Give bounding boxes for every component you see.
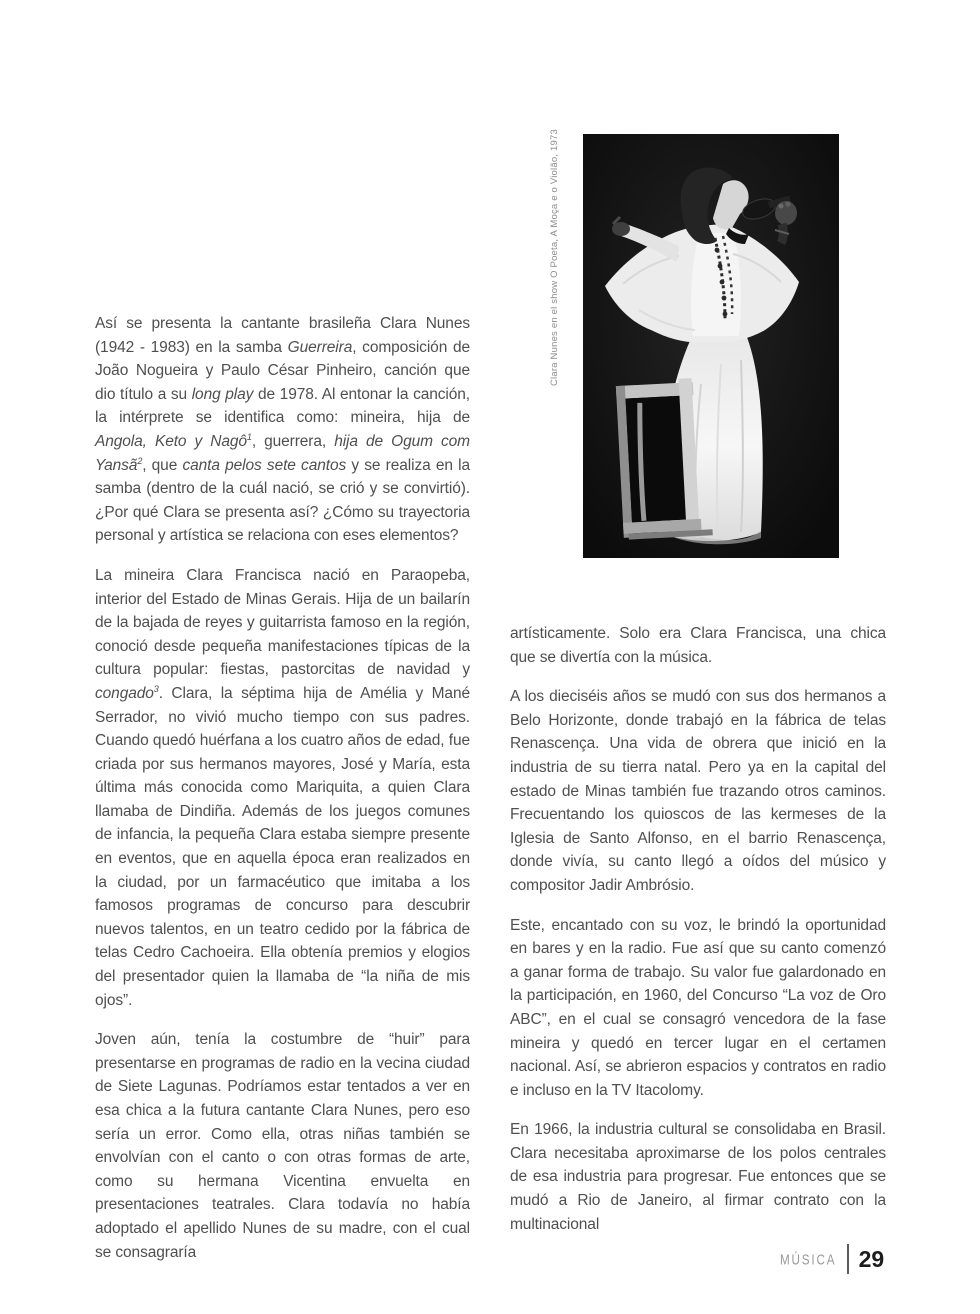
paragraph-childhood: La mineira Clara Francisca nació en Paraopeba, interior del Estado de Minas Gerais. Hija de un bailarín de la bajada de reyes y guitarrista famoso en la región, conoció desde pequeña manifestaciones típicas de la cultura popular: fiestas, pastorcitas de navidad y congado$^3$. Clara, la séptima hija de Amélia y Mané Serrador, no vivió mucho tiempo con sus padres. Cuando quedó huérfana a los cuatro años de edad, fue criada por sus hermanos mayores, José y María, esta última más conocida como Mariquita, a quien Clara llamaba de Dindiña. Además de los juegos comunes de infancia, la pequeña Clara estaba siempre presente en eventos, que en aquella época eran realizados en la ciudad, por un farmacéutico que imitaba a los famosos programas de concurso para descubrir nuevos talentos, en un teatro cedido por la fábrica de telas Cedro Cachoeira. Ella obtenía premios y elogios del presentador quien la llamaba de “la niña de mis ojos”.	[95, 566, 470, 1009]
footnote-marker-1: 1	[246, 431, 252, 442]
footer-page-number: 29	[858, 1245, 885, 1272]
footnote-marker-3: 3	[153, 683, 159, 694]
paragraph-intro: Así se presenta la cantante brasileña Clara Nunes (1942 - 1983) en la samba Guerreira, composición de João Nogueira y Paulo César Pinheiro, canción que dio título a su long play de 1978. Al entonar la canción, la intérprete se identifica como: mineira, hija de Angola, Keto y Nagô$^1$, guerrera, hija de Ogum com Yansã$^2$, que canta pelos sete cantos y se realiza en la samba (dentro de la cuál nació, se crió y se convirtió). ¿Por qué Clara se presenta así? ¿Cómo su trayectoria personal y artística se relaciona con eses elementos?	[95, 315, 470, 545]
right-column	[510, 622, 886, 1236]
footer	[780, 1240, 884, 1278]
paragraph-youth: Joven aún, tenía la costumbre de “huir” para presentarse en programas de radio en la vecina ciudad de Siete Lagunas. Podríamos estar tentados a ver en esa chica a la futura cantante Clara Nunes, pero eso sería un error. Como ella, otras niñas también se envolvían con el canto o con otras formas de arte, como su hermana Vicentina envuelta en presentaciones teatrales. Clara todavía no había adoptado el apellido Nunes de su madre, con el cual se consagraría	[95, 1031, 470, 1261]
footer-section-label: MÚSICA	[780, 1250, 837, 1268]
left-column	[95, 312, 470, 1264]
footnote-marker-2: 2	[137, 455, 143, 466]
footer-divider	[847, 1244, 849, 1274]
paragraph-continuation: artísticamente. Solo era Clara Francisca, una chica que se divertía con la música.	[510, 625, 886, 666]
photo-caption: Clara Nunes en el show O Poeta, A Moça e o Violão, 1973	[549, 129, 560, 386]
paragraph-belo-horizonte: A los dieciséis años se mudó con sus dos hermanos a Belo Horizonte, donde trabajó en la fábrica de telas Renascença. Una vida de obrera que inició en la industria de su tierra natal. Pero ya en la capital del estado de Minas también fue trazando otros caminos. Frecuentando los quioscos de las kermeses de la Iglesia de Santo Alfonso, en el barrio Renascença, donde vivía, su canto llegó a oídos del músico y compositor Jadir Ambrósio.	[510, 688, 886, 894]
paragraph-1966: En 1966, la industria cultural se consolidaba en Brasil. Clara necesitaba aproximarse de los polos centrales de esa industria para progresar. Fue entonces que se mudó a Rio de Janeiro, al firmar contrato con la multinacional	[510, 1121, 886, 1233]
clara-nunes-photo	[583, 134, 839, 558]
paragraph-radio-contest: Este, encantado con su voz, le brindó la oportunidad en bares y en la radio. Fue así que su canto comenzó a ganar forma de trabajo. Su valor fue galardonado en la participación, en 1960, del Concurso “La voz de Oro ABC”, en el cual se consagró vencedora de la fase mineira y quedó en tercer lugar en el certamen nacional. Así, se abrieron espacios y contratos en radio e incluso en la TV Itacolomy.	[510, 916, 886, 1099]
